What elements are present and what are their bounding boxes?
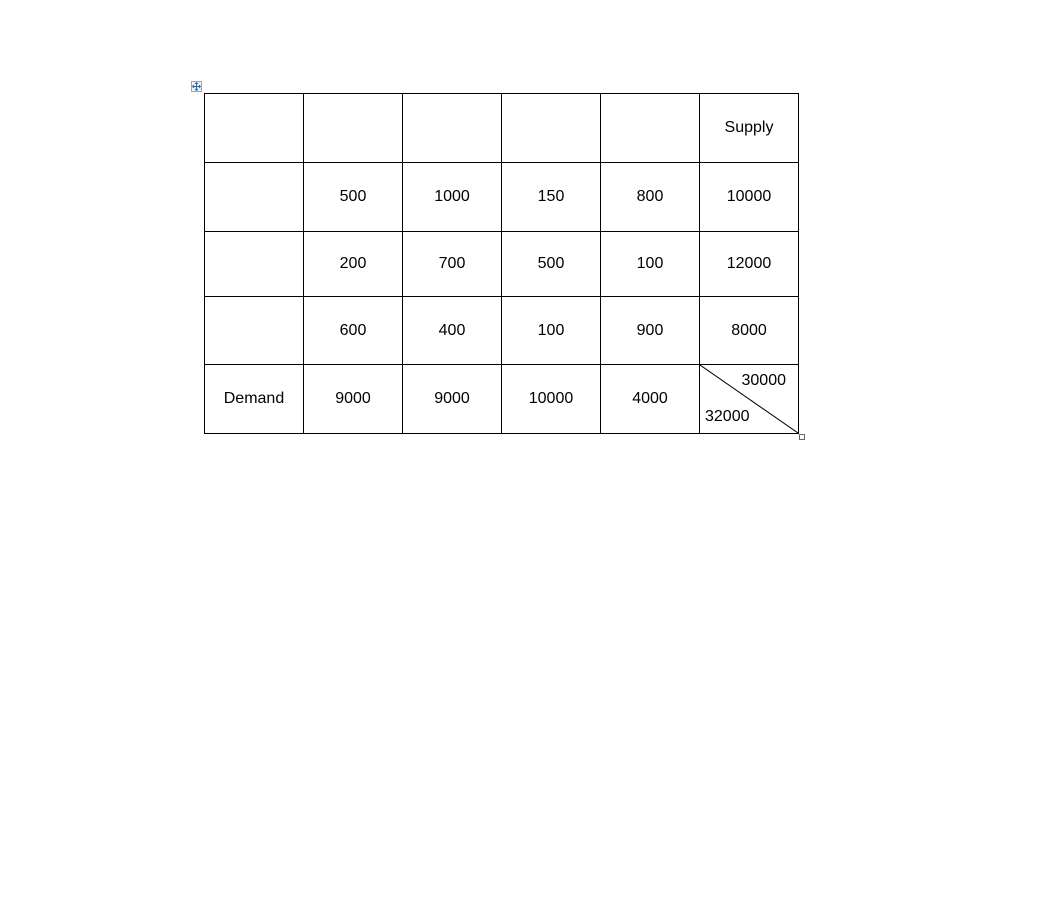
demand-cell[interactable]: 9000 (403, 365, 502, 434)
demand-row (205, 365, 799, 434)
demand-label-cell[interactable]: Demand (205, 365, 304, 434)
demand-cell[interactable]: 9000 (304, 365, 403, 434)
cost-cell[interactable]: 150 (502, 163, 601, 232)
header-cell[interactable] (304, 94, 403, 163)
supply-cell[interactable]: 10000 (700, 163, 799, 232)
row-label-cell[interactable] (205, 232, 304, 297)
supply-cell[interactable]: 12000 (700, 232, 799, 297)
cost-cell[interactable]: 1000 (403, 163, 502, 232)
demand-total: 32000 (705, 408, 750, 425)
cost-cell[interactable]: 500 (304, 163, 403, 232)
cost-cell[interactable]: 200 (304, 232, 403, 297)
cost-cell[interactable]: 700 (403, 232, 502, 297)
table-row (205, 297, 799, 365)
header-cell[interactable] (403, 94, 502, 163)
cost-cell[interactable]: 900 (601, 297, 700, 365)
table-row (205, 232, 799, 297)
supply-cell[interactable]: 8000 (700, 297, 799, 365)
row-label-cell[interactable] (205, 163, 304, 232)
cost-cell[interactable]: 100 (502, 297, 601, 365)
supply-total: 30000 (741, 372, 786, 389)
table-row (205, 163, 799, 232)
cost-cell[interactable]: 800 (601, 163, 700, 232)
table-move-handle-icon[interactable] (191, 81, 202, 92)
table-resize-icon[interactable] (799, 434, 805, 440)
header-row (205, 94, 799, 163)
cost-cell[interactable]: 400 (403, 297, 502, 365)
row-label-cell[interactable] (205, 297, 304, 365)
transportation-table (204, 93, 799, 434)
demand-cell[interactable]: 10000 (502, 365, 601, 434)
cost-cell[interactable]: 100 (601, 232, 700, 297)
header-cell[interactable] (601, 94, 700, 163)
supply-header-cell[interactable]: Supply (700, 94, 799, 163)
demand-cell[interactable]: 4000 (601, 365, 700, 434)
corner-cell[interactable] (205, 94, 304, 163)
cost-cell[interactable]: 500 (502, 232, 601, 297)
totals-diagonal-cell[interactable] (700, 365, 799, 434)
cost-cell[interactable]: 600 (304, 297, 403, 365)
header-cell[interactable] (502, 94, 601, 163)
